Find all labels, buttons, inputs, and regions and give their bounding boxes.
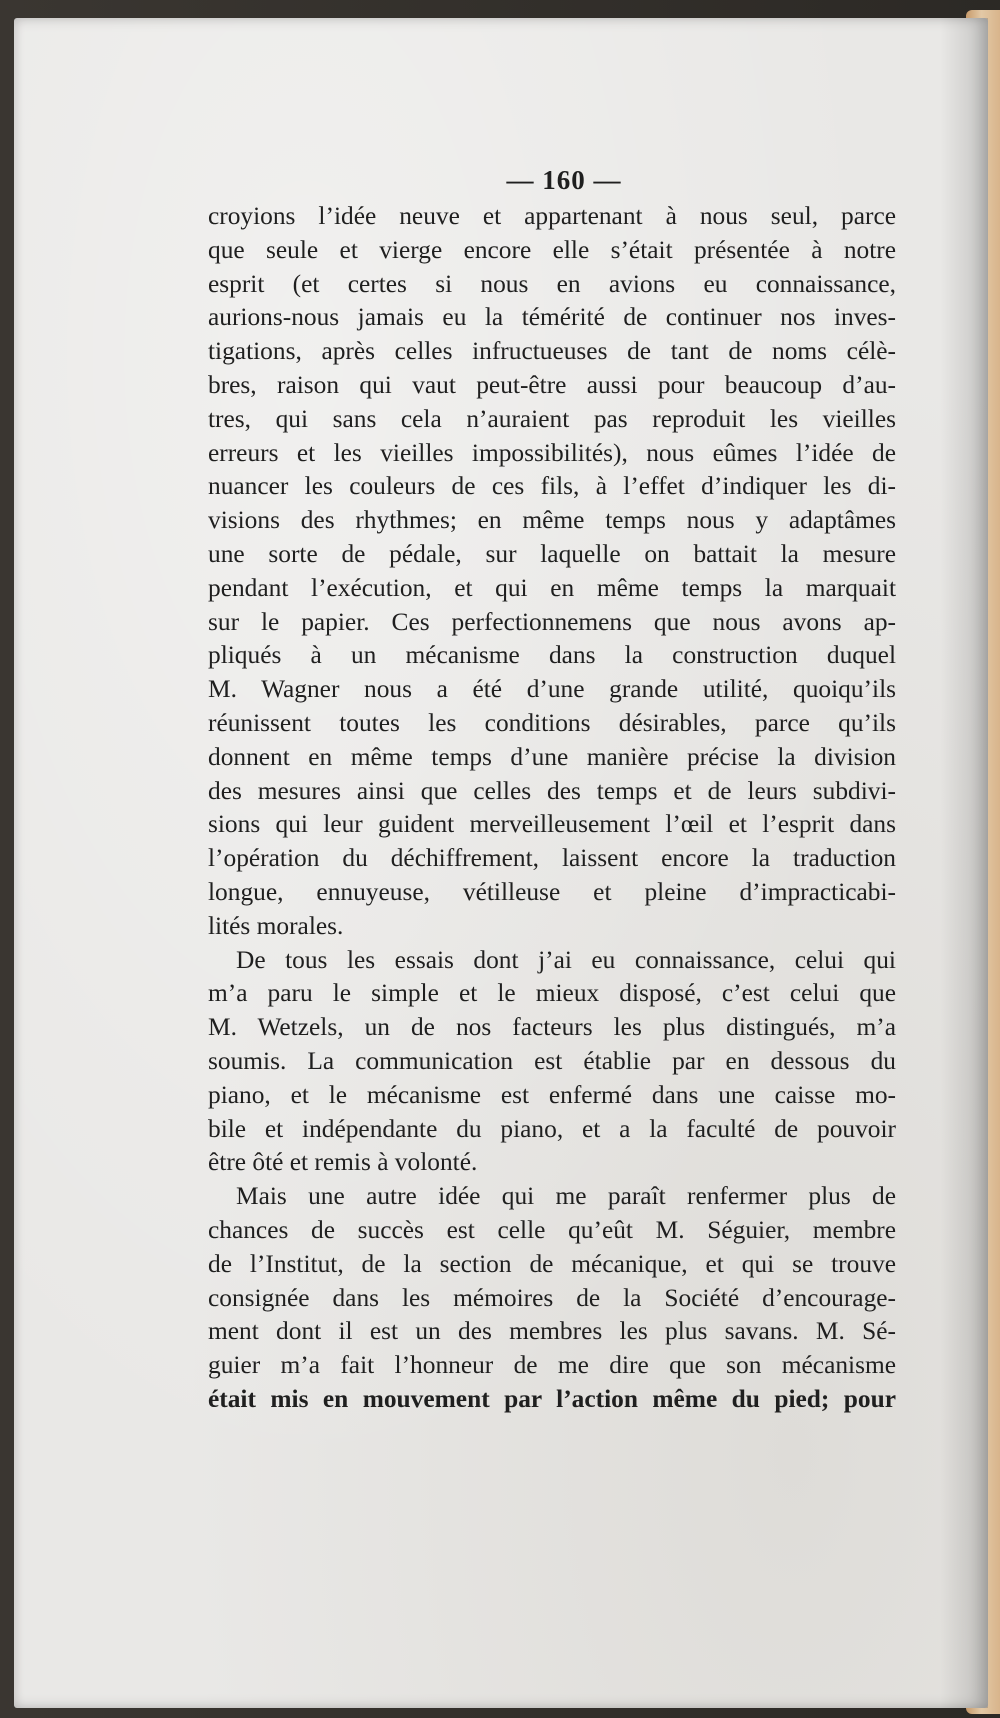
text-line: longue, ennuyeuse, vétilleuse et pleine d’impracticabi- — [208, 877, 896, 906]
text-line: pliqués à un mécanisme dans la construction duquel — [208, 641, 896, 670]
text-line: sions qui leur guident merveilleusement l’œil et l’esprit dans — [208, 810, 896, 839]
text-line: lités morales. — [208, 911, 344, 940]
text-line: une sorte de pédale, sur laquelle on battait la mesure — [208, 539, 896, 568]
text-line: chances de succès est celle qu’eût M. Séguier, membre — [208, 1215, 896, 1244]
page-number: — 160 — — [506, 165, 622, 195]
text-line: Mais une autre idée qui me paraît renfermer plus de — [236, 1182, 896, 1211]
text-line: croyions l’idée neuve et appartenant à nous seul, parce — [208, 202, 896, 230]
text-line: bres, raison qui vaut peut-être aussi pour beaucoup d’au- — [208, 370, 896, 399]
text-line: tigations, après celles infructueuses de tant de noms célè- — [208, 337, 896, 366]
text-line: nuancer les couleurs de ces fils, à l’effet d’indiquer les di- — [208, 472, 896, 501]
text-line: était mis en mouvement par l’action même du pied; pour — [208, 1384, 896, 1413]
text-line: De tous les essais dont j’ai eu connaissance, celui qui — [236, 945, 896, 974]
text-line: l’opération du déchiffrement, laissent encore la traduction — [208, 844, 896, 873]
text-line: consignée dans les mémoires de la Société d’encourage- — [208, 1283, 896, 1312]
text-line: m’a paru le simple et le mieux disposé, c’est celui que — [208, 979, 896, 1008]
text-line: visions des rhythmes; en même temps nous y adaptâmes — [208, 506, 896, 535]
text-line: soumis. La communication est établie par en dessous du — [208, 1046, 896, 1075]
text-line: être ôté et remis à volonté. — [208, 1148, 478, 1177]
text-line: des mesures ainsi que celles des temps et de leurs subdivi- — [208, 776, 896, 805]
text-line: sur le papier. Ces perfectionnemens que nous avons ap- — [208, 607, 896, 636]
text-line: tres, qui sans cela n’auraient pas reproduit les vieilles — [208, 404, 896, 433]
text-line: que seule et vierge encore elle s’était présentée à notre — [208, 235, 896, 264]
text-line: pendant l’exécution, et qui en même temps la marquait — [208, 573, 896, 602]
text-line: M. Wagner nous a été d’une grande utilité, quoiqu’ils — [208, 675, 896, 704]
text-line: erreurs et les vieilles impossibilités), nous eûmes l’idée de — [208, 438, 896, 467]
text-line: aurions-nous jamais eu la témérité de continuer nos inves- — [208, 303, 896, 332]
text-line: ment dont il est un des membres les plus savans. M. Sé- — [208, 1317, 896, 1346]
body-text — [208, 200, 896, 1417]
text-line: piano, et le mécanisme est enfermé dans une caisse mo- — [208, 1080, 896, 1109]
page-text-block — [208, 160, 896, 1417]
text-line: M. Wetzels, un de nos facteurs les plus distingués, m’a — [208, 1013, 896, 1042]
text-line: bile et indépendante du piano, et a la faculté de pouvoir — [208, 1114, 896, 1143]
text-line: esprit (et certes si nous en avions eu connaissance, — [208, 269, 896, 298]
text-line: guier m’a fait l’honneur de me dire que son mécanisme — [208, 1351, 896, 1380]
text-line: réunissent toutes les conditions désirables, parce qu’ils — [208, 708, 896, 737]
text-line: donnent en même temps d’une manière précise la division — [208, 742, 896, 771]
text-line: de l’Institut, de la section de mécanique, et qui se trouve — [208, 1249, 896, 1278]
